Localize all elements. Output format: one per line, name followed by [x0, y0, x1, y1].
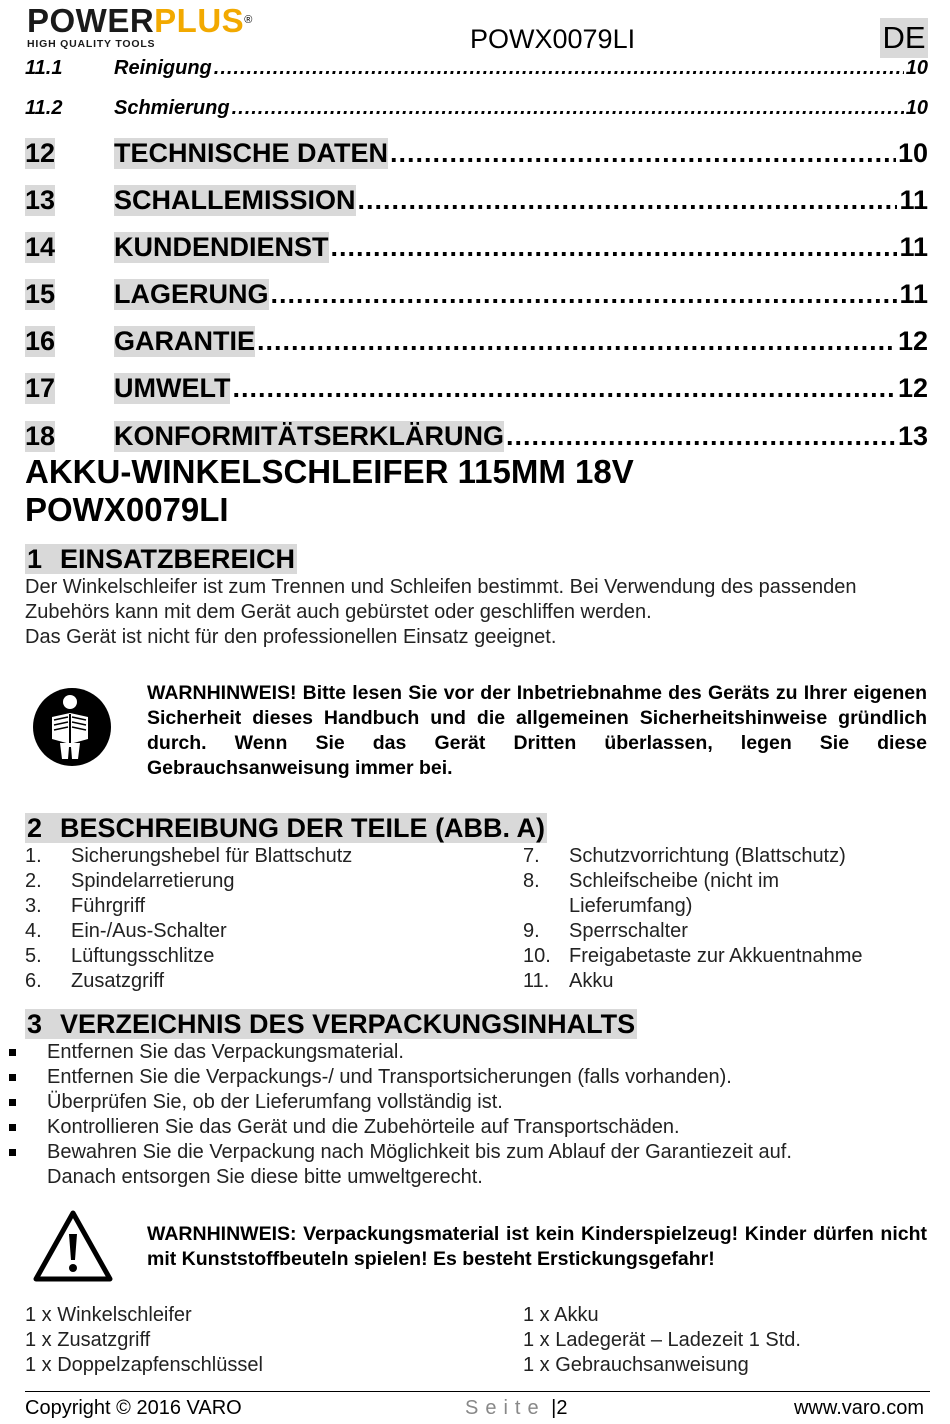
- toc-page: 10: [905, 57, 928, 79]
- toc-number: 17: [25, 373, 56, 403]
- section-title: VERZEICHNIS DES VERPACKUNGSINHALTS: [60, 1009, 636, 1039]
- toc-title: LAGERUNG: [114, 279, 269, 309]
- toc-number: 12: [25, 138, 56, 168]
- toc-leader: [271, 279, 898, 310]
- toc-page: 12: [897, 326, 928, 356]
- read-manual-icon: [32, 687, 112, 767]
- bullet-text: Danach entsorgen Sie diese bitte umweltgerecht.: [47, 1166, 483, 1188]
- list-item: 1 x Ladegerät – Ladezeit 1 Std.: [523, 1329, 801, 1351]
- list-item-continuation: [7, 1165, 792, 1190]
- toc-leader: [214, 57, 904, 80]
- item-number: 2.: [25, 870, 42, 892]
- bullet-square-icon: [7, 1115, 47, 1140]
- toc-entry[interactable]: [25, 373, 928, 404]
- bullet-text: Kontrollieren Sie das Gerät und die Zubehörteile auf Transportschäden.: [47, 1116, 680, 1138]
- toc-title: TECHNISCHE DATEN: [114, 138, 389, 168]
- list-item: [25, 944, 352, 969]
- document-title-line2: POWX0079LI: [25, 491, 229, 528]
- toc-entry[interactable]: [25, 421, 928, 452]
- logo-tagline: HIGH QUALITY TOOLS: [27, 38, 156, 50]
- logo-brand-power: POWER: [27, 2, 155, 39]
- item-number: 5.: [25, 945, 42, 967]
- toc-number: 15: [25, 279, 56, 309]
- footer-separator: |: [551, 1397, 557, 1419]
- bullet-square-icon: [7, 1090, 47, 1115]
- section-number: 2: [27, 813, 43, 843]
- list-item: [7, 1040, 792, 1065]
- list-item: 1 x Akku: [523, 1304, 599, 1326]
- toc-number: 13: [25, 185, 56, 215]
- bullet-list: [7, 1040, 792, 1190]
- toc-number: 11.1: [25, 57, 63, 79]
- item-text: Spindelarretierung: [71, 870, 235, 892]
- item-number: 10.: [523, 945, 551, 967]
- paragraph-line: Zubehörs kann mit dem Gerät auch gebürstet oder geschliffen werden.: [25, 601, 652, 623]
- list-item: [523, 844, 863, 869]
- item-text: Schleifscheibe (nicht im: [569, 870, 780, 892]
- header-model: POWX0079LI: [470, 24, 636, 54]
- parts-list-left: [25, 844, 352, 994]
- bullet-text: Entfernen Sie das Verpackungsmaterial.: [47, 1041, 404, 1063]
- paragraph-line: Der Winkelschleifer ist zum Trennen und Schleifen bestimmt. Bei Verwendung des passenden: [25, 576, 857, 598]
- bullet-square-icon: [7, 1040, 47, 1065]
- item-number: [523, 894, 569, 919]
- list-item: [523, 919, 863, 944]
- toc-leader: [331, 232, 898, 263]
- bullet-text: Überprüfen Sie, ob der Lieferumfang vollständig ist.: [47, 1091, 503, 1113]
- list-item: [523, 944, 863, 969]
- toc-title: Reinigung: [114, 57, 212, 79]
- footer-page-number: 2: [556, 1397, 568, 1419]
- item-text: Ein-/Aus-Schalter: [71, 920, 227, 942]
- toc-leader: [232, 97, 904, 120]
- logo-registered: ®: [244, 14, 253, 26]
- list-item: 1 x Doppelzapfenschlüssel: [25, 1354, 263, 1376]
- list-item: [25, 919, 352, 944]
- toc-page: 11: [899, 185, 928, 215]
- paragraph-line: Das Gerät ist nicht für den professionellen Einsatz geeignet.: [25, 626, 557, 648]
- powerplus-logo: [27, 4, 287, 50]
- warning-packaging: WARNHINWEIS: Verpackungsmaterial ist kein Kinderspielzeug! Kinder dürfen nicht mit Kunststoffbeuteln spielen! Es besteht Erstickungsgefahr!: [147, 1223, 927, 1270]
- list-item: [7, 1090, 792, 1115]
- item-text: Schutzvorrichtung (Blattschutz): [569, 845, 846, 867]
- toc-page: 10: [905, 97, 928, 119]
- item-text: Führgriff: [71, 895, 146, 917]
- section-title: EINSATZBEREICH: [60, 544, 296, 574]
- toc-number: 18: [25, 421, 56, 451]
- bullet-text: Entfernen Sie die Verpackungs-/ und Transportsicherungen (falls vorhanden).: [47, 1066, 732, 1088]
- toc-leader: [257, 326, 896, 357]
- logo-brand-plus: PLUS: [154, 2, 245, 39]
- footer-page: [465, 1397, 567, 1420]
- toc-entry[interactable]: [25, 185, 928, 216]
- language-badge: DE: [880, 18, 928, 58]
- item-number: 11.: [523, 970, 550, 992]
- toc-entry[interactable]: [25, 138, 928, 169]
- toc-entry[interactable]: [25, 57, 928, 80]
- toc-number: 16: [25, 326, 56, 356]
- footer-divider: [25, 1391, 930, 1392]
- toc-number: 14: [25, 232, 56, 262]
- list-item: 1 x Winkelschleifer: [25, 1304, 192, 1326]
- list-item: [523, 894, 863, 919]
- item-text: Zusatzgriff: [71, 970, 164, 992]
- list-item: 1 x Zusatzgriff: [25, 1329, 151, 1351]
- toc-leader: [506, 421, 896, 452]
- document-title-line1: AKKU-WINKELSCHLEIFER 115MM 18V: [25, 453, 634, 490]
- toc-title: UMWELT: [114, 373, 231, 403]
- toc-page: 12: [897, 373, 928, 403]
- toc-page: 10: [897, 138, 928, 168]
- toc-title: Schmierung: [114, 97, 230, 119]
- warning-triangle-icon: [33, 1210, 113, 1282]
- item-text: Sperrschalter: [569, 920, 688, 942]
- toc-entry[interactable]: [25, 97, 928, 120]
- item-text: Freigabetaste zur Akkuentnahme: [569, 945, 863, 967]
- package-contents-right: [523, 1303, 801, 1378]
- toc-title: KUNDENDIENST: [114, 232, 329, 262]
- toc-page: 11: [899, 232, 928, 262]
- toc-leader: [232, 373, 895, 404]
- footer-website-link[interactable]: www.varo.com: [793, 1397, 924, 1419]
- toc-leader: [358, 185, 898, 216]
- toc-entry[interactable]: [25, 279, 928, 310]
- logo-brand: [27, 4, 287, 37]
- list-item: [7, 1065, 792, 1090]
- package-contents-left: [25, 1303, 263, 1378]
- item-number: 9.: [523, 920, 540, 942]
- bullet-text: Bewahren Sie die Verpackung nach Möglichkeit bis zum Ablauf der Garantiezeit auf.: [47, 1141, 792, 1163]
- section-heading-1: [25, 544, 297, 574]
- list-item: [523, 969, 863, 994]
- item-text: Sicherungshebel für Blattschutz: [71, 845, 353, 867]
- toc-entry[interactable]: [25, 326, 928, 357]
- section1-text: [25, 575, 857, 650]
- section-number: 3: [27, 1009, 43, 1039]
- toc-title: SCHALLEMISSION: [114, 185, 356, 215]
- toc-title: GARANTIE: [114, 326, 255, 356]
- list-item: [25, 844, 352, 869]
- item-number: 7.: [523, 845, 540, 867]
- toc-leader: [390, 138, 896, 169]
- section-heading-3: [25, 1009, 637, 1039]
- item-text: Lieferumfang): [569, 895, 693, 917]
- toc-page: 13: [897, 421, 928, 451]
- item-number: 8.: [523, 870, 540, 892]
- footer-page-label: Seite: [465, 1397, 546, 1419]
- bullet-square-icon: [7, 1140, 47, 1165]
- list-item: [25, 969, 352, 994]
- item-number: 6.: [25, 970, 42, 992]
- list-item: 1 x Gebrauchsanweisung: [523, 1354, 749, 1376]
- bullet-square-icon: [7, 1065, 47, 1090]
- list-item: [25, 869, 352, 894]
- item-number: 1.: [25, 845, 42, 867]
- toc-number: 11.2: [25, 97, 63, 119]
- list-item: [25, 894, 352, 919]
- item-number: 3.: [25, 895, 42, 917]
- parts-list-right: [523, 844, 863, 994]
- list-item: [7, 1140, 792, 1165]
- item-number: 4.: [25, 920, 42, 942]
- section-number: 1: [27, 544, 43, 574]
- warning-read-manual: WARNHINWEIS! Bitte lesen Sie vor der Inbetriebnahme des Geräts zu Ihrer eigenen Sicherheit dieses Handbuch und die allgemeinen Sicherheitshinweise gründlich durch. Wenn Sie das Gerät Dritten überlassen, legen Sie diese Gebrauchsanweisung immer bei.: [147, 682, 927, 779]
- toc-entry[interactable]: [25, 232, 928, 263]
- footer-copyright: Copyright © 2016 VARO: [25, 1397, 242, 1419]
- toc-title: KONFORMITÄTSERKLÄRUNG: [114, 421, 504, 451]
- item-text: Lüftungsschlitze: [71, 945, 215, 967]
- section-heading-2: [25, 813, 547, 843]
- item-text: Akku: [569, 970, 614, 992]
- list-item: [523, 869, 863, 894]
- section-title: BESCHREIBUNG DER TEILE (ABB. A): [60, 813, 546, 843]
- list-item: [7, 1115, 792, 1140]
- document-title: [25, 453, 634, 529]
- toc-page: 11: [899, 279, 928, 309]
